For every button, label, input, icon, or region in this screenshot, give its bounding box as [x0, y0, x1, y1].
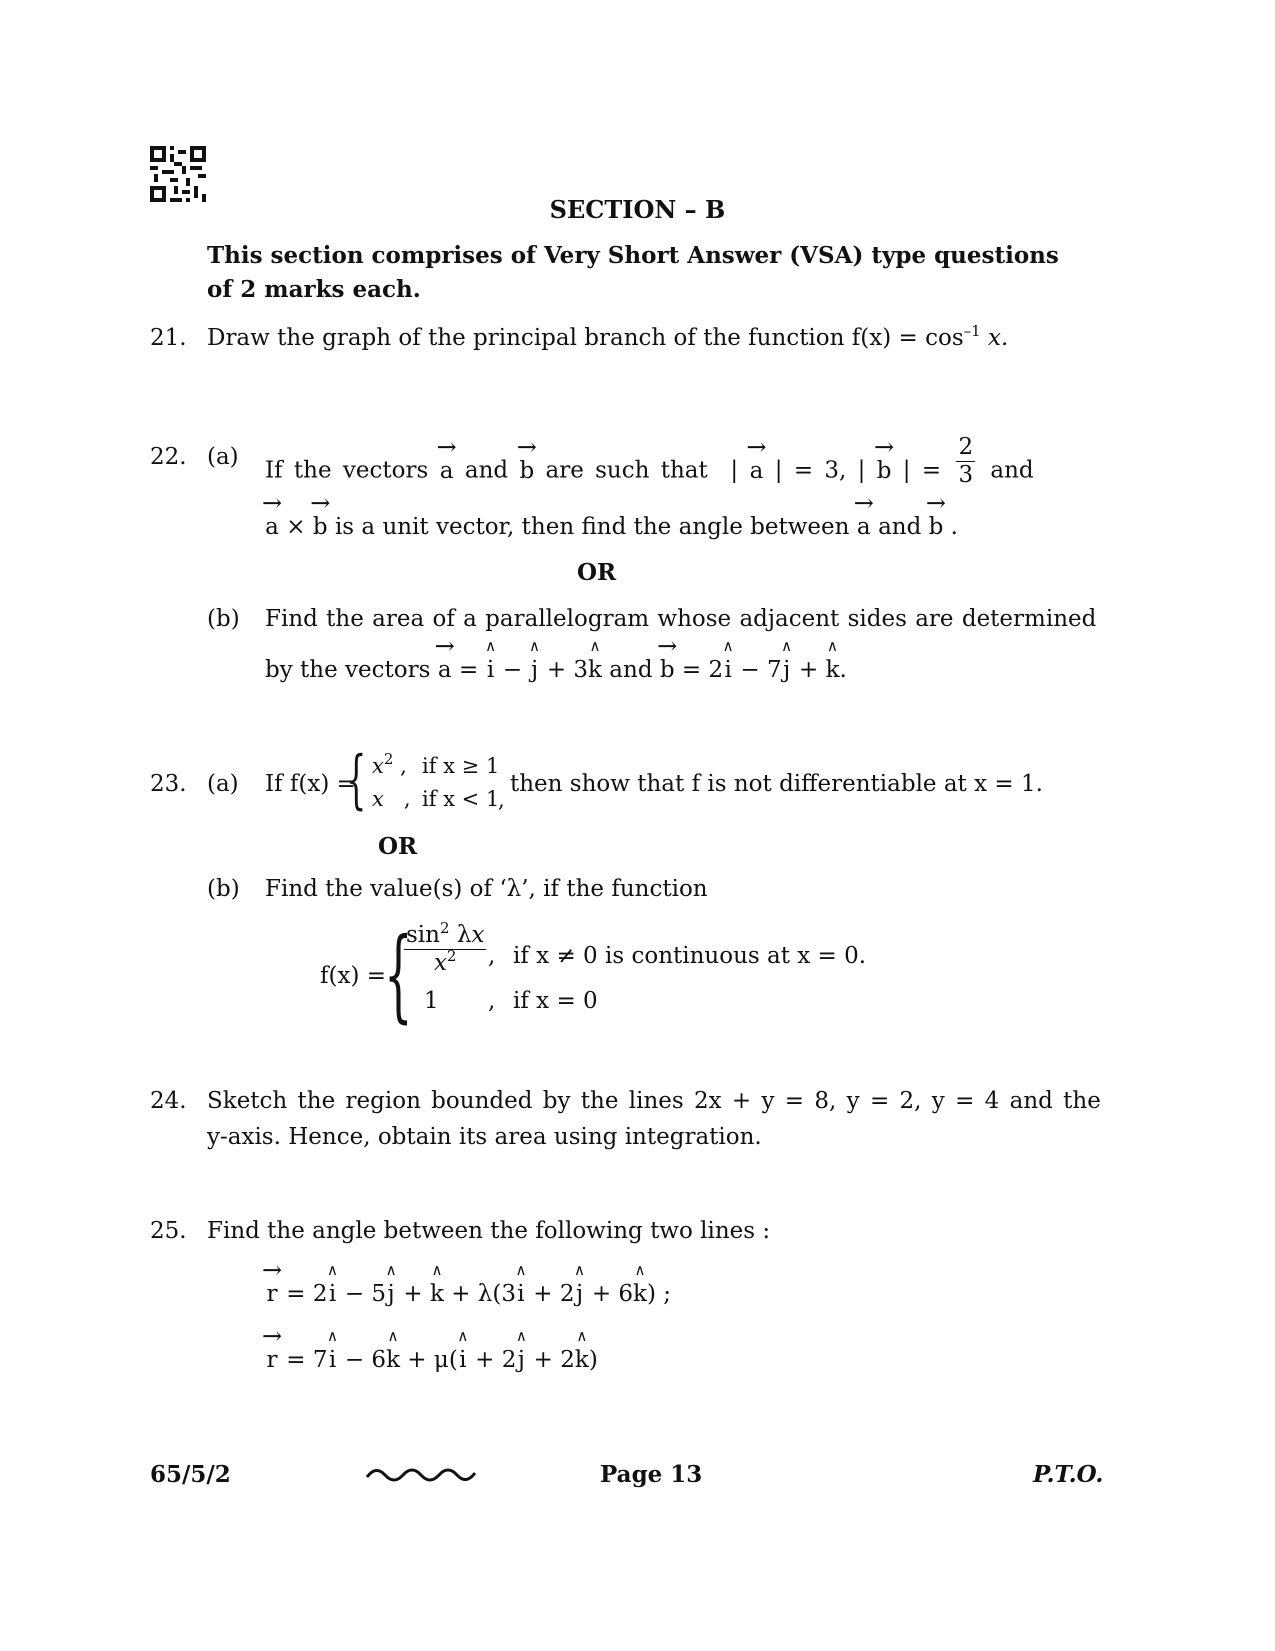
- q22-a-label: (a): [207, 444, 239, 470]
- vector-b: → b: [660, 659, 675, 682]
- q23-b-fraction: [400, 919, 490, 976]
- unit-i: ∧ i: [516, 1283, 526, 1306]
- question-number-24: 24.: [150, 1088, 187, 1114]
- unit-k: ∧ k: [386, 1349, 400, 1372]
- q22-a-eq3: = 3,: [793, 457, 847, 484]
- q24-line2: y-axis. Hence, obtain its area using integration.: [207, 1124, 762, 1150]
- footer-page: Page 13: [600, 1461, 703, 1488]
- unit-i: ∧ i: [328, 1283, 338, 1306]
- q23-b-fx: f(x) =: [320, 963, 387, 989]
- question-number-25: 25.: [150, 1218, 187, 1244]
- unit-i: ∧ i: [486, 659, 496, 682]
- q22-b-and: and: [609, 657, 653, 683]
- q23-a-case1-expr: $x^2$ ,: [372, 750, 407, 778]
- unit-j: ∧ j: [575, 1283, 585, 1306]
- q25-line-eq2: → r = 7∧ i − 6∧ k + μ(∧ i + 2∧ j + 2∧ k): [265, 1349, 598, 1372]
- vector-b: → b: [313, 516, 328, 539]
- q23-b-case2-val: 1: [424, 988, 439, 1014]
- frac-den: 3: [958, 462, 974, 488]
- q22-a-line1: If the vectors → a and → b are such that | → a | = 3, | → b | = $\frac{2}{3}$ and: [265, 446, 1034, 497]
- vector-a: → a: [857, 516, 871, 539]
- fraction-two-thirds: [956, 436, 975, 487]
- q22-b-text: by the vectors: [265, 657, 431, 683]
- q23-b-case1: if x ≠ 0 is continuous at x = 0.: [513, 943, 867, 969]
- q23-a-label: (a): [207, 771, 239, 797]
- vector-b: → b: [519, 460, 534, 483]
- q23-a-if: If f(x) =: [265, 771, 356, 797]
- unit-k: ∧ k: [826, 659, 840, 682]
- q23-b-label: (b): [207, 876, 240, 902]
- question-number-22: 22.: [150, 444, 187, 470]
- q25-line1: Find the angle between the following two lines :: [207, 1218, 771, 1244]
- q23-a-tail: then show that f is not differentiable at x = 1.: [510, 771, 1043, 797]
- q22-a-line2: → a × → b is a unit vector, then find the angle between → a and → b .: [265, 516, 958, 539]
- vector-a: → a: [265, 516, 279, 539]
- q21-main: Draw the graph of the principal branch of the function f(x) = cos: [207, 325, 964, 351]
- q23-a-case1: if x ≥ 1: [422, 754, 500, 778]
- q23-b-line1: Find the value(s) of ‘λ’, if the function: [265, 876, 708, 902]
- sin-fraction: $\frac{\sin^2 \lambda x}{x^2}$: [406, 919, 485, 976]
- q22-a-text3: are such that: [545, 457, 708, 484]
- wave-mark-icon: [365, 1463, 477, 1485]
- q22-a-text2: and: [464, 457, 509, 484]
- q22-a-line2-and: and: [878, 514, 922, 540]
- vector-b: → b: [929, 516, 944, 539]
- unit-k: ∧ k: [633, 1283, 647, 1306]
- q23-a-comma: ,: [498, 788, 505, 812]
- q21-sup: –1: [963, 322, 981, 340]
- q23-b-comma1: ,: [488, 943, 496, 969]
- qr-code: [150, 146, 206, 202]
- question-number-23: 23.: [150, 771, 187, 797]
- unit-i: ∧ i: [328, 1349, 338, 1372]
- q22-a-text1: If the vectors: [265, 457, 429, 484]
- vector-a: → a: [440, 460, 454, 483]
- unit-i: ∧ i: [458, 1349, 468, 1372]
- unit-j: ∧ j: [530, 659, 540, 682]
- question-number-21: 21.: [150, 325, 187, 351]
- section-intro-line2: of 2 marks each.: [207, 276, 421, 303]
- vector-r: → r: [265, 1349, 279, 1372]
- q21-end: x.: [987, 325, 1009, 351]
- q24-line1: Sketch the region bounded by the lines 2x + y = 8, y = 2, y = 4 and the: [207, 1088, 1101, 1114]
- footer-code: 65/5/2: [150, 1461, 231, 1488]
- q23-a-case2: if x < 1: [422, 787, 500, 811]
- vector-a-mod: → a: [749, 460, 763, 483]
- unit-j: ∧ j: [782, 659, 792, 682]
- unit-k: ∧ k: [575, 1349, 589, 1372]
- footer-pto: P.T.O.: [1033, 1461, 1104, 1488]
- section-intro-line1: This section comprises of Very Short Answer (VSA) type questions: [207, 242, 1059, 269]
- q25-line-eq1: → r = 2∧ i − 5∧ j + ∧ k + λ(3∧ i + 2∧ j + 6∧ k) ;: [265, 1283, 671, 1306]
- question-21-text: [207, 322, 1009, 351]
- q22-b-label: (b): [207, 606, 240, 632]
- vector-a: → a: [438, 659, 452, 682]
- q22-b-line2: by the vectors → a = ∧ i − ∧ j + 3∧ k and → b = 2∧ i − 7∧ j + ∧ k.: [265, 659, 847, 682]
- q22-a-line2-text: is a unit vector, then find the angle between: [334, 514, 850, 540]
- unit-k: ∧ k: [430, 1283, 444, 1306]
- q23-b-comma2: ,: [488, 988, 496, 1014]
- q22-a-and: and: [990, 457, 1034, 484]
- q23-or: OR: [378, 833, 418, 860]
- section-title: SECTION – B: [549, 195, 726, 224]
- left-brace: {: [346, 743, 367, 817]
- q23-b-case2: if x = 0: [513, 988, 598, 1014]
- q23-a-case2-expr: x ,: [372, 787, 411, 811]
- unit-j: ∧ j: [516, 1349, 526, 1372]
- unit-i: ∧ i: [723, 659, 733, 682]
- vector-r: → r: [265, 1283, 279, 1306]
- left-brace: {: [384, 916, 413, 1033]
- vector-b-mod: → b: [877, 460, 892, 483]
- unit-j: ∧ j: [386, 1283, 396, 1306]
- unit-k: ∧ k: [588, 659, 602, 682]
- q22-b-line1: Find the area of a parallelogram whose adjacent sides are determined: [265, 606, 1097, 632]
- frac-num: 2: [958, 434, 974, 460]
- q22-or: OR: [577, 559, 617, 586]
